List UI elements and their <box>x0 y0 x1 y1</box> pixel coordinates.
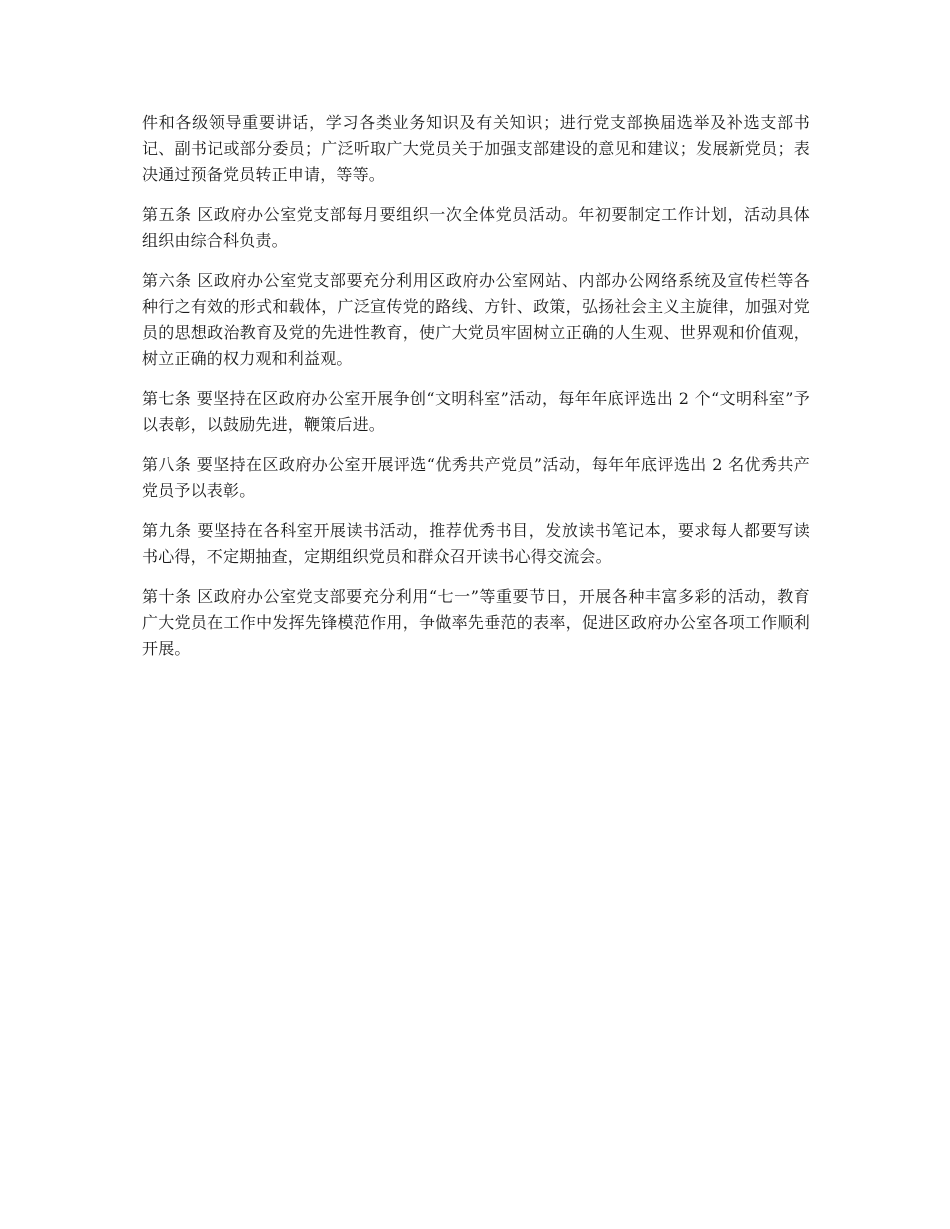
article-5-paragraph: 第五条 区政府办公室党支部每月要组织一次全体党员活动。年初要制定工作计划，活动具体组织由综合科负责。 <box>142 205 810 250</box>
article-6-paragraph: 第六条 区政府办公室党支部要充分利用区政府办公室网站、内部办公网络系统及宣传栏等各种行之有效的形式和载体，广泛宣传党的路线、方针、政策，弘扬社会主义主旋律，加强对党员的思想政治教育及党的先进性教育，使广大党员牢固树立正确的人生观、世界观和价值观，树立正确的权力观和利益观。 <box>142 271 810 368</box>
article-9-paragraph: 第九条 要坚持在各科室开展读书活动，推荐优秀书目，发放读书笔记本，要求每人都要写读书心得，不定期抽查，定期组织党员和群众召开读书心得交流会。 <box>142 521 810 566</box>
article-10-paragraph: 第十条 区政府办公室党支部要充分利用“七一”等重要节日，开展各种丰富多彩的活动，教育广大党员在工作中发挥先锋模范作用，争做率先垂范的表率，促进区政府办公室各项工作顺利开展。 <box>142 587 810 658</box>
article-7-paragraph: 第七条 要坚持在区政府办公室开展争创“文明科室”活动，每年年底评选出 2 个“文明科室”予以表彰，以鼓励先进，鞭策后进。 <box>142 389 810 434</box>
document-body <box>142 110 810 676</box>
article-8-paragraph: 第八条 要坚持在区政府办公室开展评选“优秀共产党员”活动，每年年底评选出 2 名优秀共产党员予以表彰。 <box>142 455 810 500</box>
paragraph-continuation: 件和各级领导重要讲话，学习各类业务知识及有关知识；进行党支部换届选举及补选支部书记、副书记或部分委员；广泛听取广大党员关于加强支部建设的意见和建议；发展新党员；表决通过预备党员转正申请，等等。 <box>142 113 810 184</box>
